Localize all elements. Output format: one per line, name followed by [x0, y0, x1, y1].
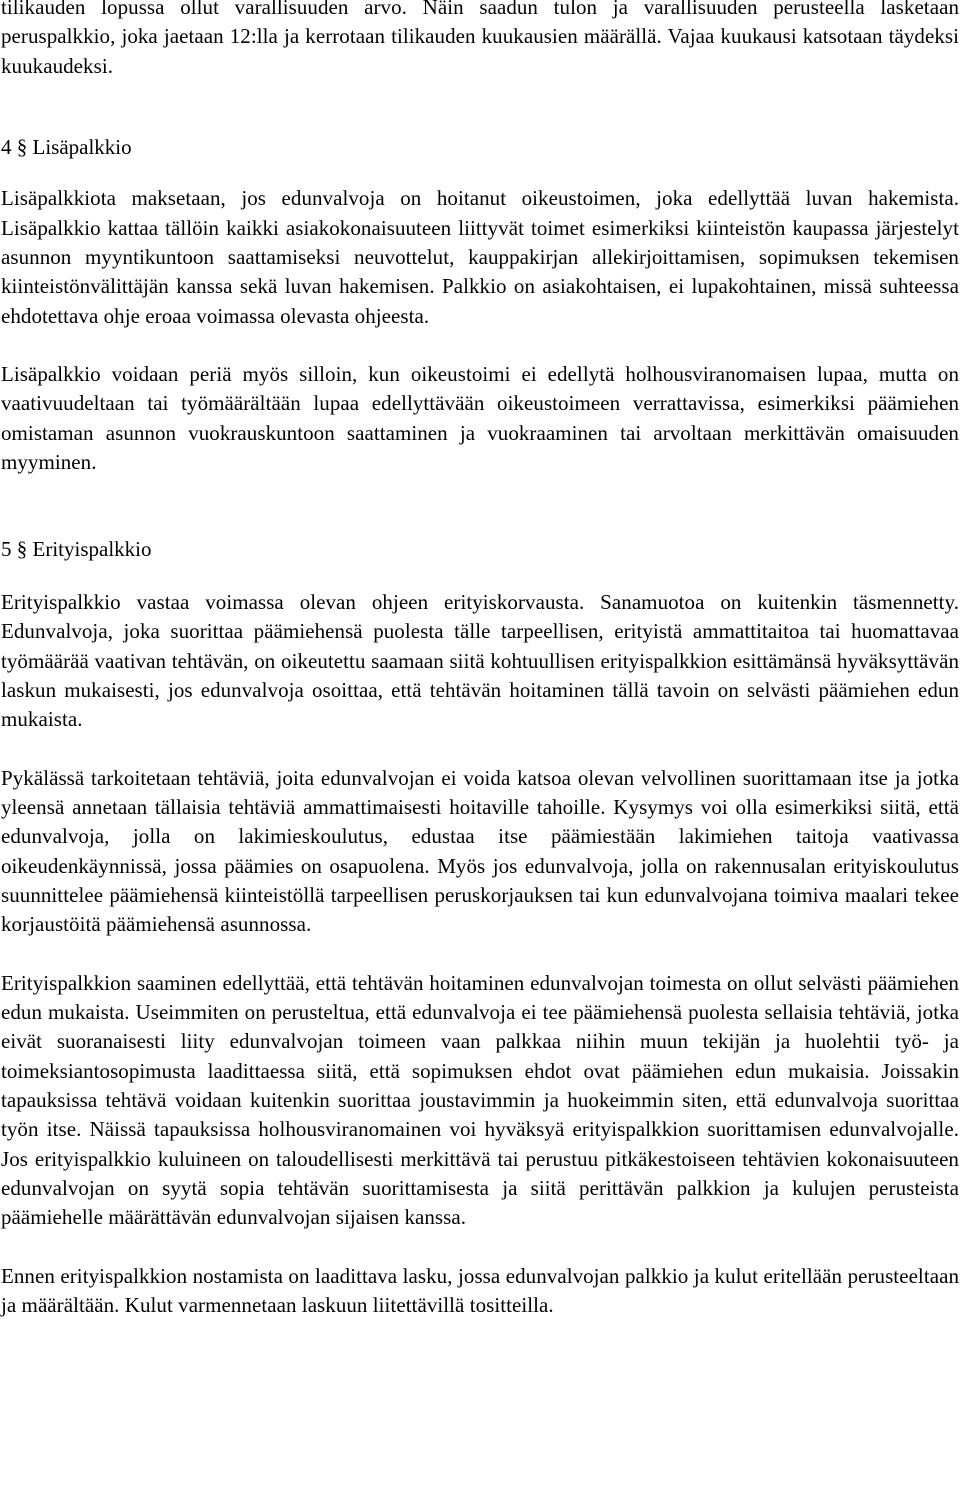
- section-4-paragraph-1: Lisäpalkkiota maksetaan, jos edunvalvoja on hoitanut oikeustoimen, joka edellyttää luvan hakemista. Lisäpalkkio kattaa tällöin kaikki asiakokonaisuuteen liittyvät toimet esimerkiksi kiinteistön kaupassa järjestelyt asunnon myyntikuntoon saattamiseksi neuvottelut, kauppakirjan allekirjoittamisen, sopimuksen tekemisen kiinteistönvälittäjän kanssa sekä luvan hakemisen. Palkkio on asiakohtaisen, ei lupakohtainen, missä suhteessa ehdotettava ohje eroaa voimassa olevasta ohjeesta.: [1, 186, 959, 328]
- section-5-paragraph-2: Pykälässä tarkoitetaan tehtäviä, joita edunvalvojan ei voida katsoa olevan velvollinen suorittamaan itse ja jotka yleensä annetaan tällaisia tehtäviä ammattimaisesti hoitaville tahoille. Kysymys voi olla esimerkiksi siitä, että edunvalvoja, jolla on lakimieskoulutus, edustaa itse päämiestään lakimiehen taitoja vaativassa oikeudenkäynnissä, jossa päämies on osapuolena. Myös jos edunvalvoja, jolla on rakennusalan erityiskoulutus suunnittelee päämiehensä kiinteistöllä tarpeellisen peruskorjauksen tai kun edunvalvojana toimiva maalari tekee korjaustöitä päämiehensä asunnossa.: [1, 765, 959, 937]
- section-4-heading: 4 § Lisäpalkkio: [1, 135, 132, 160]
- section-5-paragraph-4: Ennen erityispalkkion nostamista on laadittava lasku, jossa edunvalvojan palkkio ja kulut eritellään perusteeltaan ja määrältään. Kulut varmennetaan laskuun liitettävillä tositteilla.: [1, 1263, 959, 1318]
- section-5-paragraph-3: Erityispalkkion saaminen edellyttää, että tehtävän hoitaminen edunvalvojan toimesta on ollut selvästi päämiehen edun mukaista. Useimmiten on perusteltua, että edunvalvoja ei tee päämiehensä puolesta sellaisia tehtäviä, jotka eivät suoranaisesti liity edunvalvojan toimeen vaan palkkaa niihin muun tekijän ja huolehtii työ- ja toimeksiantosopimusta laadittaessa siitä, että sopimuksen ehdot ovat päämiehen edun mukaisia. Joissakin tapauksissa tehtävä voidaan kuitenkin suorittaa joustavimmin ja huokeimmin siten, että edunvalvoja suorittaa työn itse. Näissä tapauksissa holhousviranomainen voi hyväksyä erityispalkkion suorittamisen edunvalvojalle. Jos erityispalkkio kuluineen on taloudellisesti merkittävä tai perustuu pitkäkestoiseen tehtävien kokonaisuuteen edunvalvojan on syytä sopia tehtävän suorittamisesta ja siitä perittävän palkkion ja kulujen perusteista päämiehelle määrättävän edunvalvojan sijaisen kanssa.: [1, 970, 959, 1230]
- section-4-paragraph-2: Lisäpalkkio voidaan periä myös silloin, kun oikeustoimi ei edellytä holhousviranomaisen lupaa, mutta on vaativuudeltaan tai työmäärältään lupaa edellyttävään oikeustoimeen verrattavissa, esimerkiksi päämiehen omistaman asunnon vuokrauskuntoon saattaminen ja vuokraaminen tai arvoltaan merkittävän omaisuuden myyminen.: [1, 362, 959, 475]
- section-5-paragraph-1: Erityispalkkio vastaa voimassa olevan ohjeen erityiskorvausta. Sanamuotoa on kuitenkin täsmennetty. Edunvalvoja, joka suorittaa päämiehensä puolesta tälle tarpeellisen, erityistä ammattitaitoa tai huomattavaa työmäärää vaativan tehtävän, on oikeutettu saamaan siitä kohtuullisen erityispalkkion esittämänsä hyväksyttävän laskun mukaisesti, jos edunvalvoja osoittaa, että tehtävän hoitaminen tällä tavoin on selvästi päämiehen edun mukaista.: [1, 589, 959, 732]
- section-5-heading: 5 § Erityispalkkio: [1, 537, 152, 562]
- intro-paragraph: tilikauden lopussa ollut varallisuuden arvo. Näin saadun tulon ja varallisuuden perusteella lasketaan peruspalkkio, joka jaetaan 12:lla ja kerrotaan tilikauden kuukausien määrällä. Vajaa kuukausi katsotaan täydeksi kuukaudeksi.: [1, 0, 959, 78]
